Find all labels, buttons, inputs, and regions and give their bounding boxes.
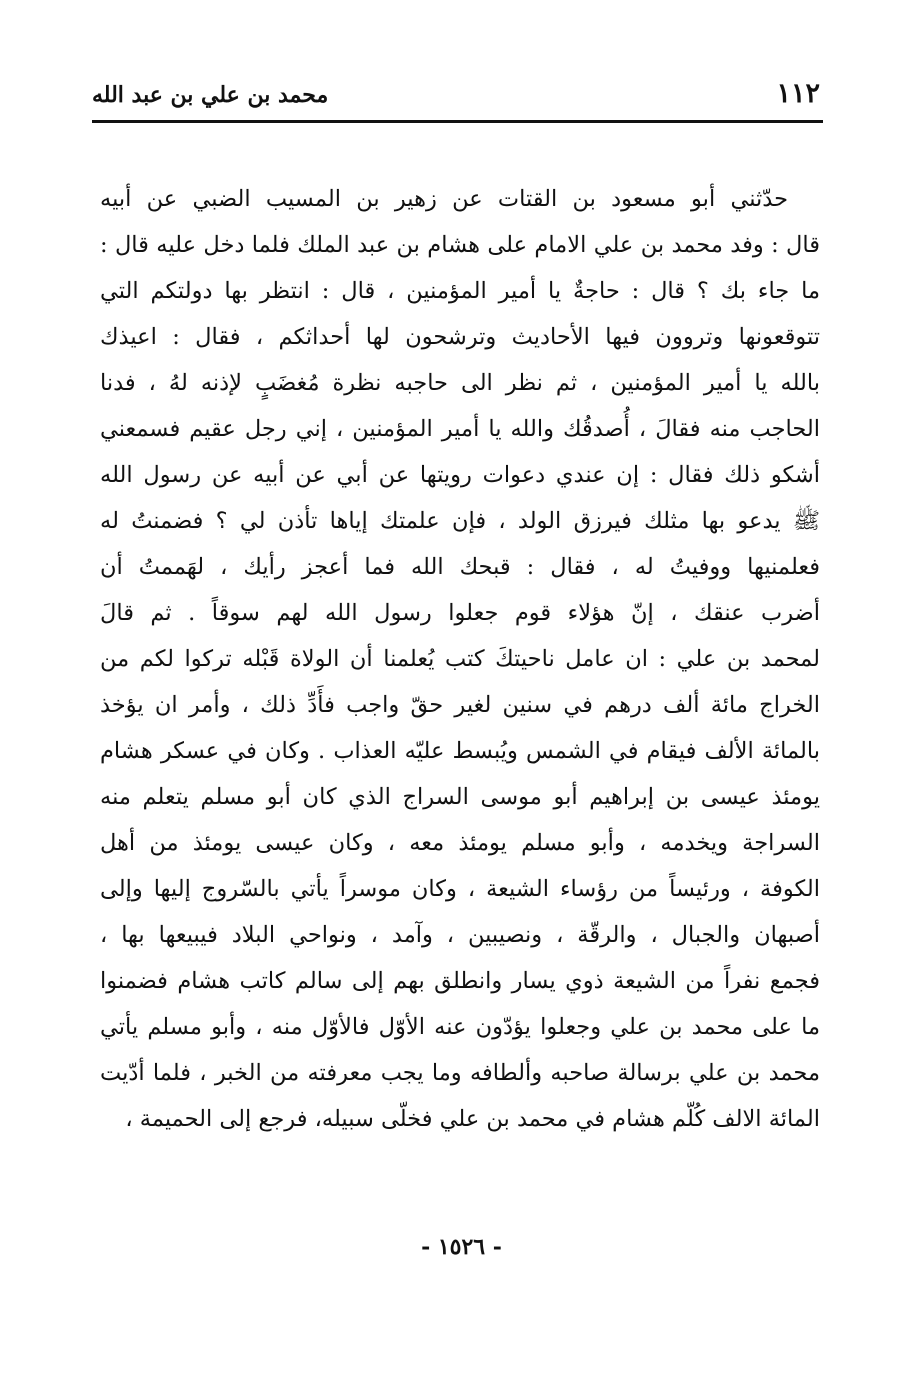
text-line: المائة الالف كُلّم هشام في محمد بن علي فخلّى سبيله، فرجع إلى الحميمة ، — [125, 1106, 820, 1132]
text-line: الحاجب منه فقالَ ، أُصدقُك والله يا أمير المؤمنين ، إني رجل عقيم فسمعني — [100, 416, 820, 442]
text-line: أضرب عنقك ، إنّ هؤلاء قوم جعلوا رسول الله لهم سوقاً . ثم قالَ — [100, 600, 820, 626]
text-line: بالله يا أمير المؤمنين ، ثم نظر الى حاجبه نظرة مُغضَبٍ لإذنه لهُ ، فدنا — [100, 370, 820, 396]
text-line: محمد بن علي برسالة صاحبه وألطافه وما يجب معرفته من الخبر ، فلما أدّيت — [100, 1060, 820, 1086]
text-line: السراجة ويخدمه ، وأبو مسلم يومئذ معه ، وكان عيسى يومئذ من أهل — [100, 830, 820, 856]
text-line: ﷺ يدعو بها مثلك فيرزق الولد ، فإن علمتك إياها تأذن لي ؟ فضمنتُ له — [100, 508, 820, 534]
text-line: أشكو ذلك فقال : إن عندي دعوات رويتها عن أبي عن أبيه عن رسول الله — [100, 462, 820, 488]
text-line: الخراج مائة ألف درهم في سنين لغير حقّ واجب فأَدِّ ذلك ، وأمر ان يؤخذ — [100, 692, 820, 718]
text-line: بالمائة الألف فيقام في الشمس ويُبسط عليّه العذاب . وكان في عسكر هشام — [100, 738, 820, 764]
header-rule — [92, 120, 823, 123]
folio-number: - ١٥٢٦ - — [421, 1234, 502, 1260]
page-number: ١١٢ — [776, 78, 820, 109]
text-line: قال : وفد محمد بن علي الامام على هشام بن عبد الملك فلما دخل عليه قال : — [100, 232, 820, 258]
running-title: محمد بن علي بن عبد الله — [92, 82, 329, 108]
text-line: يومئذ عيسى بن إبراهيم أبو موسى السراج الذي كان أبو مسلم يتعلم منه — [100, 784, 820, 810]
text-line: حدّثني أبو مسعود بن القتات عن زهير بن المسيب الضبي عن أبيه — [100, 186, 788, 212]
text-line: أصبهان والجبال ، والرقّة ، ونصيبين ، وآمد ، ونواحي البلاد فيبيعها بها ، — [100, 922, 820, 948]
text-line: ما على محمد بن علي وجعلوا يؤدّون عنه الأوّل فالأوّل منه ، وأبو مسلم يأتي — [100, 1014, 820, 1040]
text-line: الكوفة ، ورئيساً من رؤساء الشيعة ، وكان موسراً يأتي بالسّروج إليها وإلى — [100, 876, 820, 902]
text-line: لمحمد بن علي : ان عامل ناحيتكَ كتب يُعلمنا أن الولاة قَبْله تركوا لكم من — [100, 646, 820, 672]
page-header — [92, 78, 820, 118]
text-line: فجمع نفراً من الشيعة ذوي يسار وانطلق بهم إلى سالم كاتب هشام فضمنوا — [100, 968, 820, 994]
text-line: فعلمنيها ووفيتُ له ، فقال : قبحك الله فما أعجز رأيك ، لهَممتُ أن — [100, 554, 820, 580]
text-line: ما جاء بك ؟ قال : حاجةٌ يا أمير المؤمنين ، قال : انتظر بها دولتكم التي — [100, 278, 820, 304]
text-line: تتوقعونها وتروون فيها الأحاديث وترشحون لها أحداثكم ، فقال : اعيذك — [100, 324, 820, 350]
body-text — [100, 176, 820, 1142]
